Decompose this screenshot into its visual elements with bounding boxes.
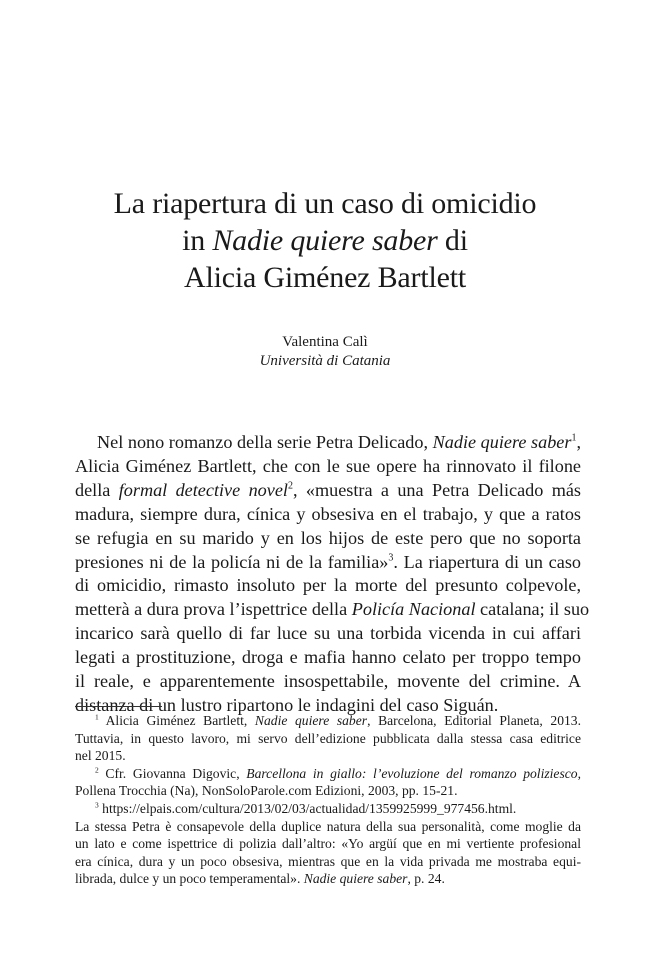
body-line: incarico sarà quello di far luce su una torbida vicenda in cui affari <box>75 623 581 644</box>
text-run: , <box>576 432 581 452</box>
body-line: distanza di un lustro ripartono le indagini del caso Siguán. <box>75 694 499 715</box>
author-affiliation: Università di Catania <box>259 353 391 369</box>
author-name: Valentina Calì <box>282 334 368 350</box>
book-title-italic: Nadie quiere saber <box>432 432 572 452</box>
title-line-1: La riapertura di un caso di omicidio <box>113 187 537 220</box>
footnote-url: https://elpais.com/cultura/2013/02/03/actualidad/1359925999_977456.html. <box>102 800 517 816</box>
text-run: . La riapertura di un caso <box>393 551 581 572</box>
footnote-line: era cínica, dura y un poco obsesiva, mientras que en la vida privada me mostraba equi- <box>75 853 581 869</box>
text-run: Nel nono romanzo della serie Petra Delicado, <box>97 432 433 452</box>
text-run: , <box>577 765 581 781</box>
footnote-line: un lato e come ispettrice di polizia dall’altro: «Yo argüí que en mi vertiente profesional <box>75 836 581 852</box>
italic-term: Policía Nacional <box>351 599 476 620</box>
body-line: legati a prostituzione, droga e mafia hanno celato per troppo tempo <box>75 647 581 668</box>
footnotes <box>75 712 581 888</box>
text-run: della <box>75 479 119 500</box>
footnote-1 <box>75 712 581 730</box>
body-line <box>75 598 590 622</box>
text-run: , p. 24. <box>407 871 445 887</box>
title-line-2-post: di <box>437 224 468 257</box>
italic-term: formal detective novel <box>118 479 288 500</box>
footnote-line: Tuttavia, in questo lavoro, mi servo dell’edizione pubblicata dalla stessa casa editrice <box>75 730 581 746</box>
footnote-ref-3: 3 <box>388 552 394 564</box>
text-run: Alicia Giménez Bartlett, <box>105 713 255 728</box>
body-line: di omicidio, rimasto insoluto per la morte del presunto colpevole, <box>75 575 581 596</box>
text-run: Cfr. Giovanna Digovic, <box>105 765 247 781</box>
footnote-line: Pollena Trocchia (Na), NonSoloParole.com Edizioni, 2003, pp. 15-21. <box>75 783 458 799</box>
title-line-2 <box>60 222 590 259</box>
body-line: se refugia en su marido y en los hijos de este pero que no soporta <box>75 527 581 548</box>
body-line: Alicia Giménez Bartlett, che con le sue opere ha rinnovato il filone <box>75 455 581 476</box>
title-line-2-pre: in <box>182 224 213 257</box>
text-run: metterà a dura prova l’ispettrice della <box>75 599 352 620</box>
body-line: madura, siempre dura, cínica y obsesiva en el trabajo, y que a ratos <box>75 503 581 524</box>
footnote-mark: 1 <box>95 712 99 722</box>
title-line-3: Alicia Giménez Bartlett <box>184 261 466 294</box>
text-run: presiones ni de la policía ni de la familia» <box>75 551 389 572</box>
footnote-line <box>75 870 581 888</box>
italic-term: Barcellona in giallo: l’evoluzione del romanzo poliziesco <box>246 765 578 781</box>
body-line <box>75 431 581 455</box>
footnote-ref-1: 1 <box>571 432 577 444</box>
text-run: , «muestra a una Petra Delicado más <box>292 479 581 500</box>
footnote-separator <box>75 706 162 707</box>
footnote-3 <box>75 800 581 818</box>
footnote-2 <box>75 765 581 783</box>
body-line <box>75 551 581 575</box>
text-run: , Barcelona, Editorial Planeta, 2013. <box>367 713 581 728</box>
body-line <box>75 479 581 503</box>
footnote-ref-2: 2 <box>287 480 293 492</box>
body-line: il reale, e apparentemente insospettabile, movente del crimine. A <box>75 671 581 692</box>
italic-term: Nadie quiere saber <box>254 713 368 728</box>
footnote-line: nel 2015. <box>75 748 126 764</box>
footnote-mark: 2 <box>95 765 99 775</box>
footnote-line: La stessa Petra è consapevole della duplice natura della sua personalità, come moglie da <box>75 818 581 834</box>
article-title <box>60 185 590 296</box>
italic-term: Nadie quiere saber <box>303 871 408 887</box>
title-book-name: Nadie quiere saber <box>212 224 438 257</box>
text-run: catalana; il suo <box>475 599 590 620</box>
footnote-mark: 3 <box>95 800 99 810</box>
body-paragraph <box>75 431 590 718</box>
text-run: librada, dulce y un poco temperamental». <box>75 871 304 887</box>
